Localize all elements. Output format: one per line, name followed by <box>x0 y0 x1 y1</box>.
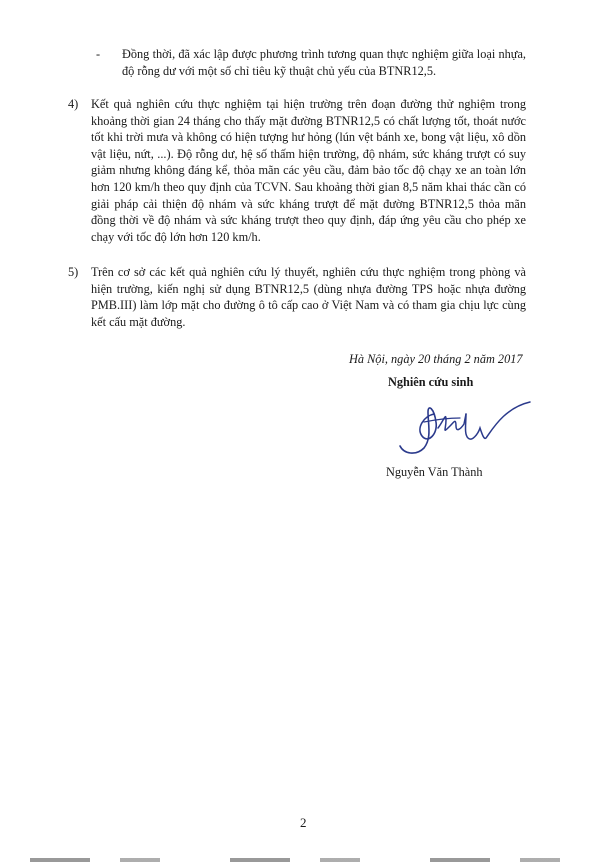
list-item-4 <box>68 96 526 245</box>
signature-date: Hà Nội, ngày 20 tháng 2 năm 2017 <box>349 352 523 366</box>
signature-role: Nghiên cứu sinh <box>388 375 474 389</box>
page-number: 2 <box>300 815 307 830</box>
scan-edge-line <box>30 858 590 862</box>
item-text: Kết quả nghiên cứu thực nghiệm tại hiện trường trên đoạn đường thử nghiệm trong khoảng thời gian 24 tháng cho thấy mặt đường BTNR12,5 có chất lượng tốt, thoát nước tốt khi trời mưa và không có hiện tượng hư hỏng (lún vệt bánh xe, bong vật liệu, xô dồn vật liệu, nứt, ...). Độ rỗng dư, hệ số thấm hiện trường, độ nhám, sức kháng trượt có suy giảm nhưng không đáng kể, thỏa mãn các yêu cầu, đảm bảo tốc độ chạy xe an toàn lớn hơn 120 km/h theo quy định của TCVN. Sau khoảng thời gian 8,5 năm khai thác cần có giải pháp cải thiện độ nhám và sức kháng trượt để mặt đường BTNR12,5 thỏa mãn đồng thời về độ nhám và sức kháng trượt theo quy định, đáp ứng yêu cầu cho phép xe chạy với tốc độ lớn hơn 120 km/h. <box>91 97 526 244</box>
bullet-text: Đồng thời, đã xác lập được phương trình tương quan thực nghiệm giữa loại nhựa, độ rỗng dư với một số chỉ tiêu kỹ thuật chủ yếu của BTNR12,5. <box>122 47 526 78</box>
signer-name: Nguyễn Văn Thành <box>386 465 483 479</box>
item-number: 4) <box>68 97 79 111</box>
item-number: 5) <box>68 265 79 279</box>
handwritten-signature <box>394 394 534 460</box>
bullet-dash: - <box>96 47 101 61</box>
item-text: Trên cơ sở các kết quả nghiên cứu lý thuyết, nghiên cứu thực nghiệm trong phòng và hiện trường, kiến nghị sử dụng BTNR12,5 (dùng nhựa đường TPS hoặc nhựa đường PMB.III) làm lớp mặt cho đường ô tô cấp cao ở Việt Nam và có tham gia chịu lực cùng kết cấu mặt đường. <box>91 265 526 329</box>
list-item-5 <box>68 264 526 330</box>
bullet-paragraph <box>96 46 526 79</box>
